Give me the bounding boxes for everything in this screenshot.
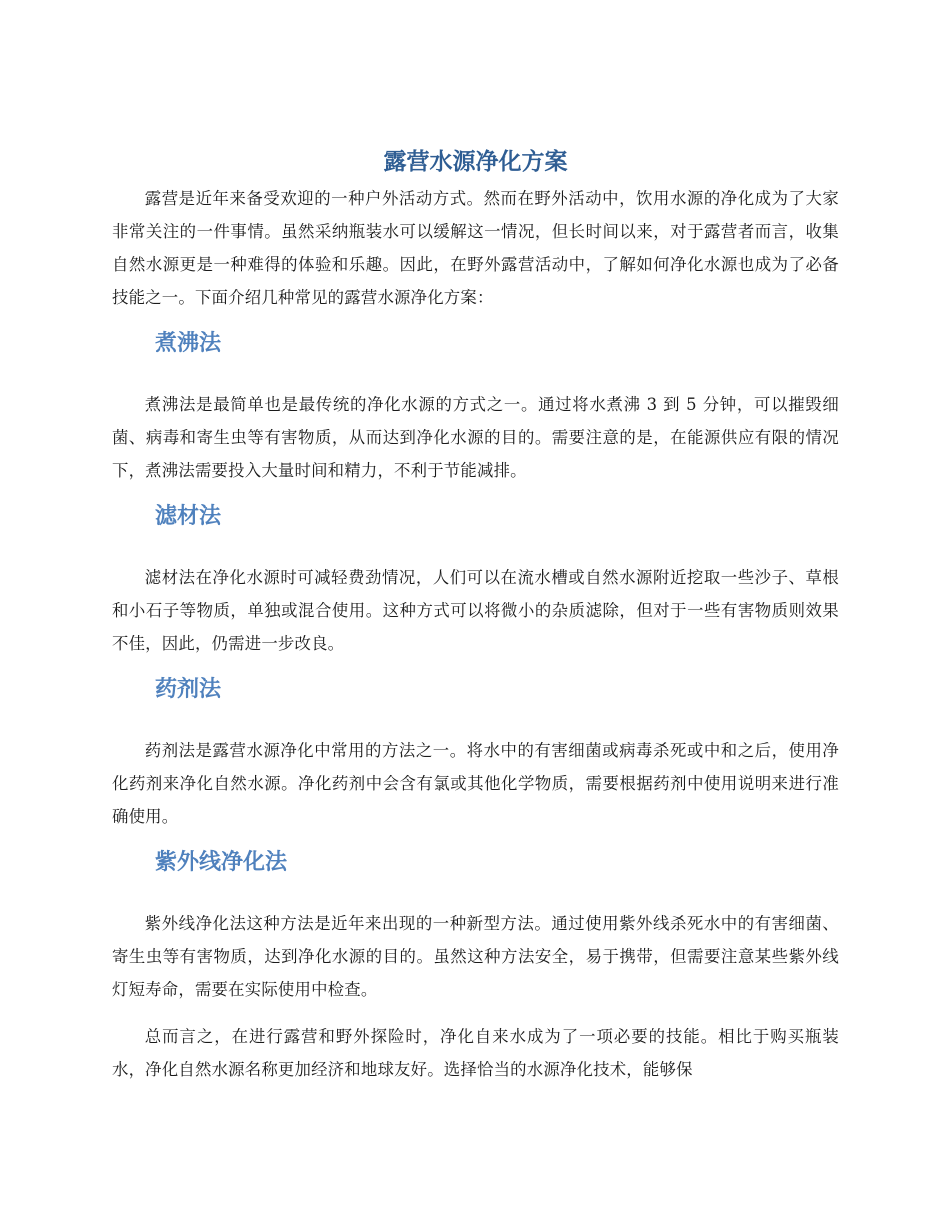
intro-paragraph: 露营是近年来备受欢迎的一种户外活动方式。然而在野外活动中，饮用水源的净化成为了大家非常关注的一件事情。虽然采纳瓶装水可以缓解这一情况，但长时间以来，对于露营者而言，收集自然水源更是一种难得的体验和乐趣。因此，在野外露营活动中，了解如何净化水源也成为了必备技能之一。下面介绍几种常见的露营水源净化方案： (112, 189, 839, 307)
section-body-uv: 紫外线净化法这种方法是近年来出现的一种新型方法。通过使用紫外线杀死水中的有害细菌、寄生虫等有害物质，达到净化水源的目的。虽然这种方法安全，易于携带，但需要注意某些紫外线灯短寿命，需要在实际使用中检查。 (112, 914, 839, 999)
section-heading-filter: 滤材法 (155, 504, 222, 529)
section-heading-chemical: 药剂法 (155, 677, 222, 702)
document-content (112, 142, 839, 1086)
section-heading-uv: 紫外线净化法 (155, 850, 288, 875)
section-body-boiling: 煮沸法是最简单也是最传统的净化水源的方式之一。通过将水煮沸 3 到 5 分钟，可以摧毁细菌、病毒和寄生虫等有害物质，从而达到净化水源的目的。需要注意的是，在能源供应有限的情况下，煮沸法需要投入大量时间和精力，不利于节能减排。 (112, 395, 839, 480)
section-heading-boiling: 煮沸法 (155, 331, 222, 356)
document-title: 露营水源净化方案 (383, 149, 568, 175)
section-body-chemical: 药剂法是露营水源净化中常用的方法之一。将水中的有害细菌或病毒杀死或中和之后，使用净化药剂来净化自然水源。净化药剂中会含有氯或其他化学物质，需要根据药剂中使用说明来进行准确使用。 (112, 741, 839, 826)
section-body-filter: 滤材法在净化水源时可减轻费劲情况，人们可以在流水槽或自然水源附近挖取一些沙子、草根和小石子等物质，单独或混合使用。这种方式可以将微小的杂质滤除，但对于一些有害物质则效果不佳，因此，仍需进一步改良。 (112, 568, 839, 653)
conclusion-paragraph: 总而言之，在进行露营和野外探险时，净化自来水成为了一项必要的技能。相比于购买瓶装水，净化自然水源名称更加经济和地球友好。选择恰当的水源净化技术，能够保 (112, 1027, 839, 1079)
